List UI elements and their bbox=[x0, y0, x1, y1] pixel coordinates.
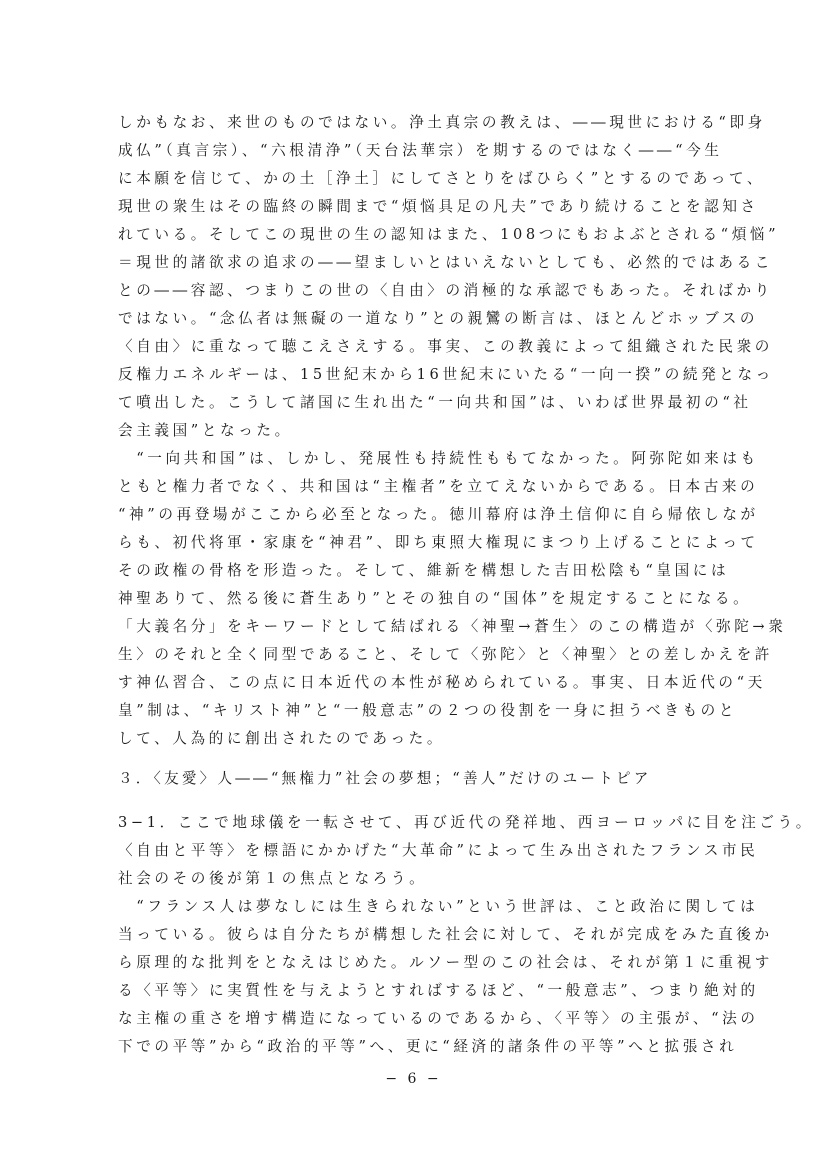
text-line: 社会のその後が第１の焦点となろう。 bbox=[118, 870, 428, 887]
text-line: 反権力エネルギーは、15世紀末から16世紀末にいたる“一向一揆”の続発となっ bbox=[118, 366, 774, 383]
text-line: との――容認、つまりこの世の〈自由〉の消極的な承認でもあった。そればかり bbox=[118, 282, 773, 299]
text-line: 「大義名分」をキーワードとして結ばれる〈神聖→蒼生〉のこの構造が〈弥陀→衆 bbox=[118, 618, 787, 635]
text-line: 成仏”（真言宗）、“六根清浄”（天台法華宗）を期するのではなく――“今生 bbox=[118, 142, 723, 159]
text-line: れている。そしてこの現世の生の認知はまた、108つにもおよぶとされる“煩悩” bbox=[118, 226, 780, 243]
text-line: その政権の骨格を形造った。そして、維新を構想した吉田松陰も“皇国には bbox=[118, 562, 730, 579]
text-line: “神”の再登場がここから必至となった。徳川幕府は浄土信仰に自ら帰依しなが bbox=[118, 506, 759, 523]
text-line: 現世の衆生はその臨終の瞬間まで“煩悩具足の凡夫”であり続けることを認知さ bbox=[118, 198, 759, 215]
text-line: 会主義国”となった。 bbox=[118, 422, 293, 439]
text-line: な主権の重さを増す構造になっているのであるから、〈平等〉の主張が、“法の bbox=[118, 1010, 759, 1027]
text-line: 下での平等”から“政治的平等”へ、更に“経済的諸条件の平等”へと拡張され bbox=[118, 1038, 738, 1055]
text-line: る〈平等〉に実質性を与えようとすればするほど、“一般意志”、つまり絶対的 bbox=[118, 982, 759, 999]
text-line: “一向共和国”は、しかし、発展性も持続性ももてなかった。阿弥陀如来はも bbox=[118, 450, 759, 467]
text-line: ＝現世的諸欲求の追求の――望ましいとはいえないとしても、必然的ではあるこ bbox=[118, 254, 773, 271]
text-line: 〈自由と平等〉を標語にかかげた“大革命”によって生み出されたフランス市民 bbox=[118, 842, 759, 859]
text-line: 〈自由〉に重なって聴こえさえする。事実、この教義によって組織された民衆の bbox=[118, 338, 773, 355]
text-line: して、人為的に創出されたのであった。 bbox=[118, 730, 446, 747]
text-line: 神聖ありて、然る後に蒼生あり”とその独自の“国体”を規定することになる。 bbox=[118, 590, 752, 607]
text-line: ら原理的な批判をとなえはじめた。ルソー型のこの社会は、それが第１に重視す bbox=[118, 954, 773, 971]
text-line: 皇”制は、“キリスト神”と“一般意志”の２つの役割を一身に担うべきものと bbox=[118, 702, 738, 719]
text-line: “フランス人は夢なしには生きられない”という世評は、こと政治に関しては bbox=[118, 898, 759, 915]
text-line: す神仏習合、この点に日本近代の本性が秘められている。事実、日本近代の“天 bbox=[118, 674, 766, 691]
text-line: 当っている。彼らは自分たちが構想した社会に対して、それが完成をみた直後か bbox=[118, 926, 773, 943]
text-line: に本願を信じて、かの土［浄土］にしてさとりをばひらく”とするのであって、 bbox=[118, 170, 766, 187]
page-number: − 6 − bbox=[385, 1071, 442, 1087]
text-line: ともと権力者でなく、共和国は“主権者”を立てえないからである。日本古来の bbox=[118, 478, 759, 495]
text-line: て噴出した。こうして諸国に生れ出た“一向共和国”は、いわば世界最初の“社 bbox=[118, 394, 752, 411]
text-line: らも、初代将軍・家康を“神君”、即ち東照大権現にまつり上げることによって bbox=[118, 534, 759, 551]
text-line: 3−1．ここで地球儀を一転させて、再び近代の発祥地、西ヨーロッパに目を注ごう。 bbox=[118, 814, 814, 831]
text-line: しかもなお、来世のものではない。浄土真宗の教えは、――現世における“即身 bbox=[118, 114, 766, 131]
section-heading: ３．〈友愛〉人――“無権力”社会の夢想；“善人”だけのユートピア bbox=[118, 770, 652, 787]
text-line: 生〉のそれと全く同型であること、そして〈弥陀〉と〈神聖〉との差しかえを許 bbox=[118, 646, 773, 663]
text-line: ではない。“念仏者は無礙の一道なり”との親鸞の断言は、ほとんどホッブスの bbox=[118, 310, 759, 327]
